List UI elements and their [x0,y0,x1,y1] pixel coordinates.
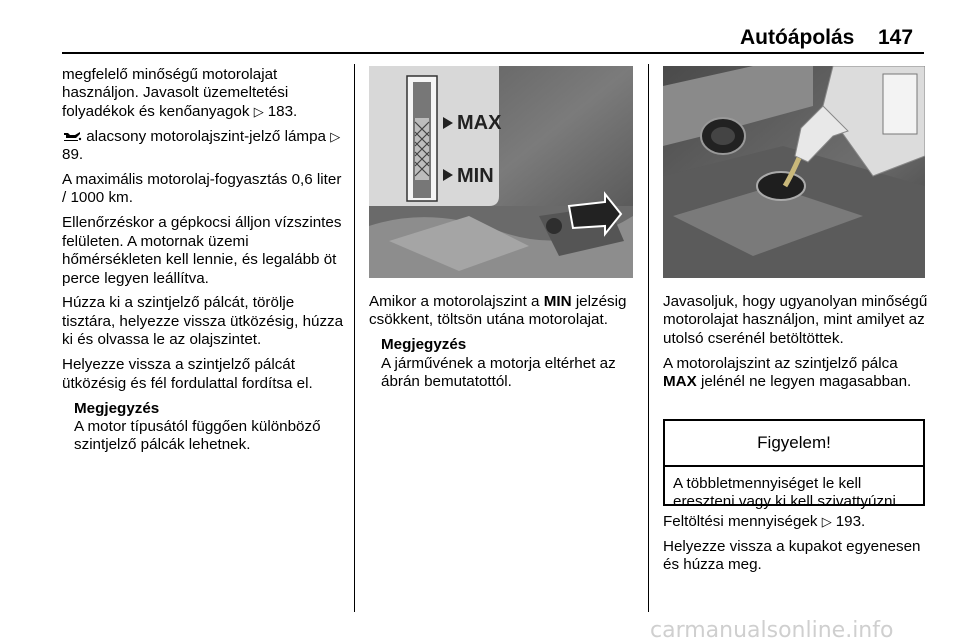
column-divider-2 [648,64,649,612]
paragraph-oil-quality: megfelelő minőségű motorolajat használjon. Javasolt üzemeltetési folyadékok és kenőanyagok ▷ 183. [62,66,298,120]
column-1 [62,66,348,455]
page-header-title: Autóápolás [740,26,855,49]
max-label: MAX [457,112,502,134]
column-3-lower [663,513,933,581]
paragraph-low-oil-lamp: alacsony motorolajszint-jelző lámpa ▷89. [62,128,348,165]
note-heading: Megjegyzés [381,336,467,354]
triangle-right-icon: ▷ [253,103,264,119]
paragraph-min-refill: Amikor a motorolajszint a MIN jelzésig csökkent, töltsön utána motorolajat. [369,293,627,329]
watermark: carmanualsonline.info [650,618,894,643]
paragraph-replace-cap: Helyezze vissza a kupakot egyenesen és húzza meg. [663,537,921,574]
oil-filling-photo [663,66,925,278]
page-ref-89[interactable]: 89. [62,146,84,164]
header-rule [62,52,924,54]
paragraph-check-conditions: Ellenőrzéskor a gépkocsi álljon vízszintes felületen. A motornak üzemi hőmérsékleten kell lennie, és legalább öt perce legyen leállítva. [62,214,342,287]
caution-box [663,419,925,511]
triangle-right-icon: ▷ [330,128,341,144]
column-3 [663,293,933,398]
page-ref-183[interactable]: 183. [267,102,298,120]
caution-text: A többletmennyiséget le kell ereszteni vagy ki kell szivattyúzni. [673,475,901,511]
column-2 [369,293,639,392]
note-text: A motor típusától függően különböző szintjelző pálcák lehetnek. [74,417,321,454]
note-text: A járművének a motorja eltérhet az ábrán bemutatottól. [381,354,616,391]
caution-title: Figyelem! [665,421,923,467]
min-label: MIN [457,165,494,187]
page-number: 147 [878,26,914,49]
dipstick-photo [369,66,633,278]
paragraph-reinsert-dipstick: Helyezze vissza a szintjelző pálcát ütközésig és fél fordulattal fordítsa el. [62,356,313,392]
paragraph-fill-quantities: Feltöltési mennyiségek ▷ 193. [663,513,866,530]
paragraph-max-consumption: A maximális motorolaj-fogyasztás 0,6 liter / 1000 km. [62,171,342,207]
note-block-1 [62,400,348,455]
oil-can-icon [62,130,82,142]
paragraph-pull-dipstick: Húzza ki a szintjelző pálcát, törölje tisztára, helyezze vissza ütközésig, húzza ki és olvassa le az olajszintet. [62,294,344,349]
column-divider-1 [354,64,355,612]
page-ref-193[interactable]: 193. [835,513,866,530]
paragraph-max-level: A motorolajszint az szintjelző pálca MAX jelénél ne legyen magasabban. [663,354,912,391]
triangle-right-icon: ▷ [821,514,832,529]
paragraph-same-quality: Javasoljuk, hogy ugyanolyan minőségű motorolajat használjon, mint amilyet az utolsó cserénél betöltöttek. [663,293,928,347]
note-heading: Megjegyzés [74,399,160,417]
note-block-2 [369,336,639,391]
